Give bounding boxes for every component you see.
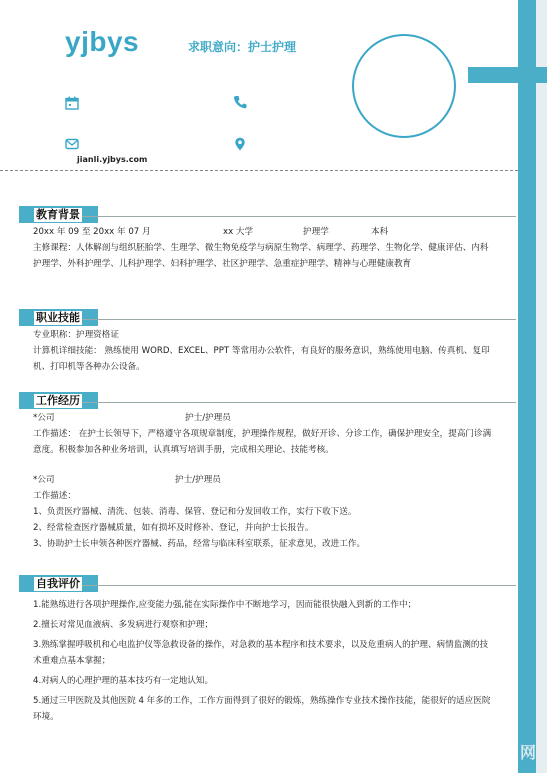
calendar-icon: [65, 96, 79, 110]
email-text: jianli.yjbys.com: [77, 155, 148, 164]
section-rule: [81, 585, 516, 586]
job-company: *公司: [33, 413, 55, 423]
section-rule: [81, 319, 516, 320]
job-duty-item: 1、负责医疗器械、清洗、包装、消毒、保管、登记和分发回收工作，实行下收下送。: [33, 507, 357, 517]
self-eval-item: 3.熟练掌握呼吸机和心电监护仪等急救设备的操作，对急救的基本程序和技术要求，以及危重病人的护理、病情监测的技术重难点基本掌握；: [33, 640, 489, 666]
section-title: 教育背景: [36, 208, 80, 221]
job-header: [33, 410, 496, 426]
section-title: 自我评价: [36, 577, 80, 590]
section-experience: [16, 392, 516, 552]
job-duty-item: 3、协助护士长申领各种医疗器械、药品，经常与临床科室联系，征求意见，改进工作。: [33, 539, 366, 549]
header-divider: [0, 170, 518, 171]
email-icon: [65, 137, 79, 151]
job-description-label: 工作描述：: [33, 491, 76, 501]
section-header: [16, 309, 516, 327]
section-rule: [81, 402, 516, 403]
right-edge-strip: [536, 0, 547, 773]
watermark: 网: [520, 743, 537, 762]
section-title: 职业技能: [36, 311, 80, 324]
job-role: 护士/护理员: [185, 413, 231, 423]
self-eval-item: 4.对病人的心理护理的基本技巧有一定地认知。: [33, 676, 214, 686]
education-degree: 本科: [371, 227, 389, 237]
section-education: [16, 206, 516, 272]
section-rule: [81, 216, 516, 217]
right-accent-bar: [518, 0, 536, 773]
education-courses: 主修课程：人体解剖与组织胚胎学、生理学、微生物免疫学与病原生物学、病理学、药理学、生物化学、健康评估、内科护理学、外科护理学、儿科护理学、妇科护理学、社区护理学、急重症护理学、精神与心理健康教育: [33, 243, 489, 269]
job-header: [33, 472, 496, 488]
job-intent: 求职意向：护士护理: [188, 40, 297, 54]
education-row: [33, 224, 496, 240]
job-duty-item: 2、经常检查医疗器械质量，如有损坏及时修补、登记，并向护士长报告。: [33, 523, 314, 533]
education-major: 护理学: [303, 227, 329, 237]
photo-placeholder: [352, 34, 456, 138]
job-role: 护士/护理员: [175, 475, 221, 485]
computer-skills: 计算机详细技能： 熟练使用 WORD、EXCEL、PPT 等常用办公软件，有良好的服务意识，熟练使用电脑、传真机、复印机、打印机等各种办公设备。: [33, 346, 490, 372]
education-school: xx 大学: [223, 227, 254, 237]
job-description: 工作描述： 在护士长领导下，严格遵守各项规章制度，护理操作规程，做好开诊、分诊工作，确保护理安全，提高门诊满意度。积极参加各种业务培训，认真填写培训手册，完成相关理论、技能考核。: [33, 429, 492, 455]
right-accent-tab: [468, 67, 547, 83]
section-header: [16, 206, 516, 224]
section-header: [16, 575, 516, 593]
section-header: [16, 392, 516, 410]
self-eval-item: 2.擅长对常见血液病、多发病进行观察和护理；: [33, 620, 214, 630]
section-title: 工作经历: [36, 394, 80, 407]
section-skills: [16, 309, 516, 375]
self-eval-item: 1.能熟练进行各项护理操作,应变能力强,能在实际操作中不断地学习，因而能很快融入到新的工作中；: [33, 600, 417, 610]
job-company: *公司: [33, 475, 55, 485]
location-icon: [233, 137, 247, 151]
section-self-evaluation: [16, 575, 516, 725]
education-period: 20xx 年 09 至 20xx 年 07 月: [33, 227, 151, 237]
phone-icon: [233, 95, 247, 109]
self-eval-item: 5.通过三甲医院及其他医院 4 年多的工作，工作方面得到了很好的锻炼，熟练操作专业技术操作技能，能很好的适应医院环境。: [33, 696, 491, 722]
candidate-name: yjbys: [65, 26, 140, 57]
professional-title: 专业职称：护理资格证: [33, 330, 119, 340]
